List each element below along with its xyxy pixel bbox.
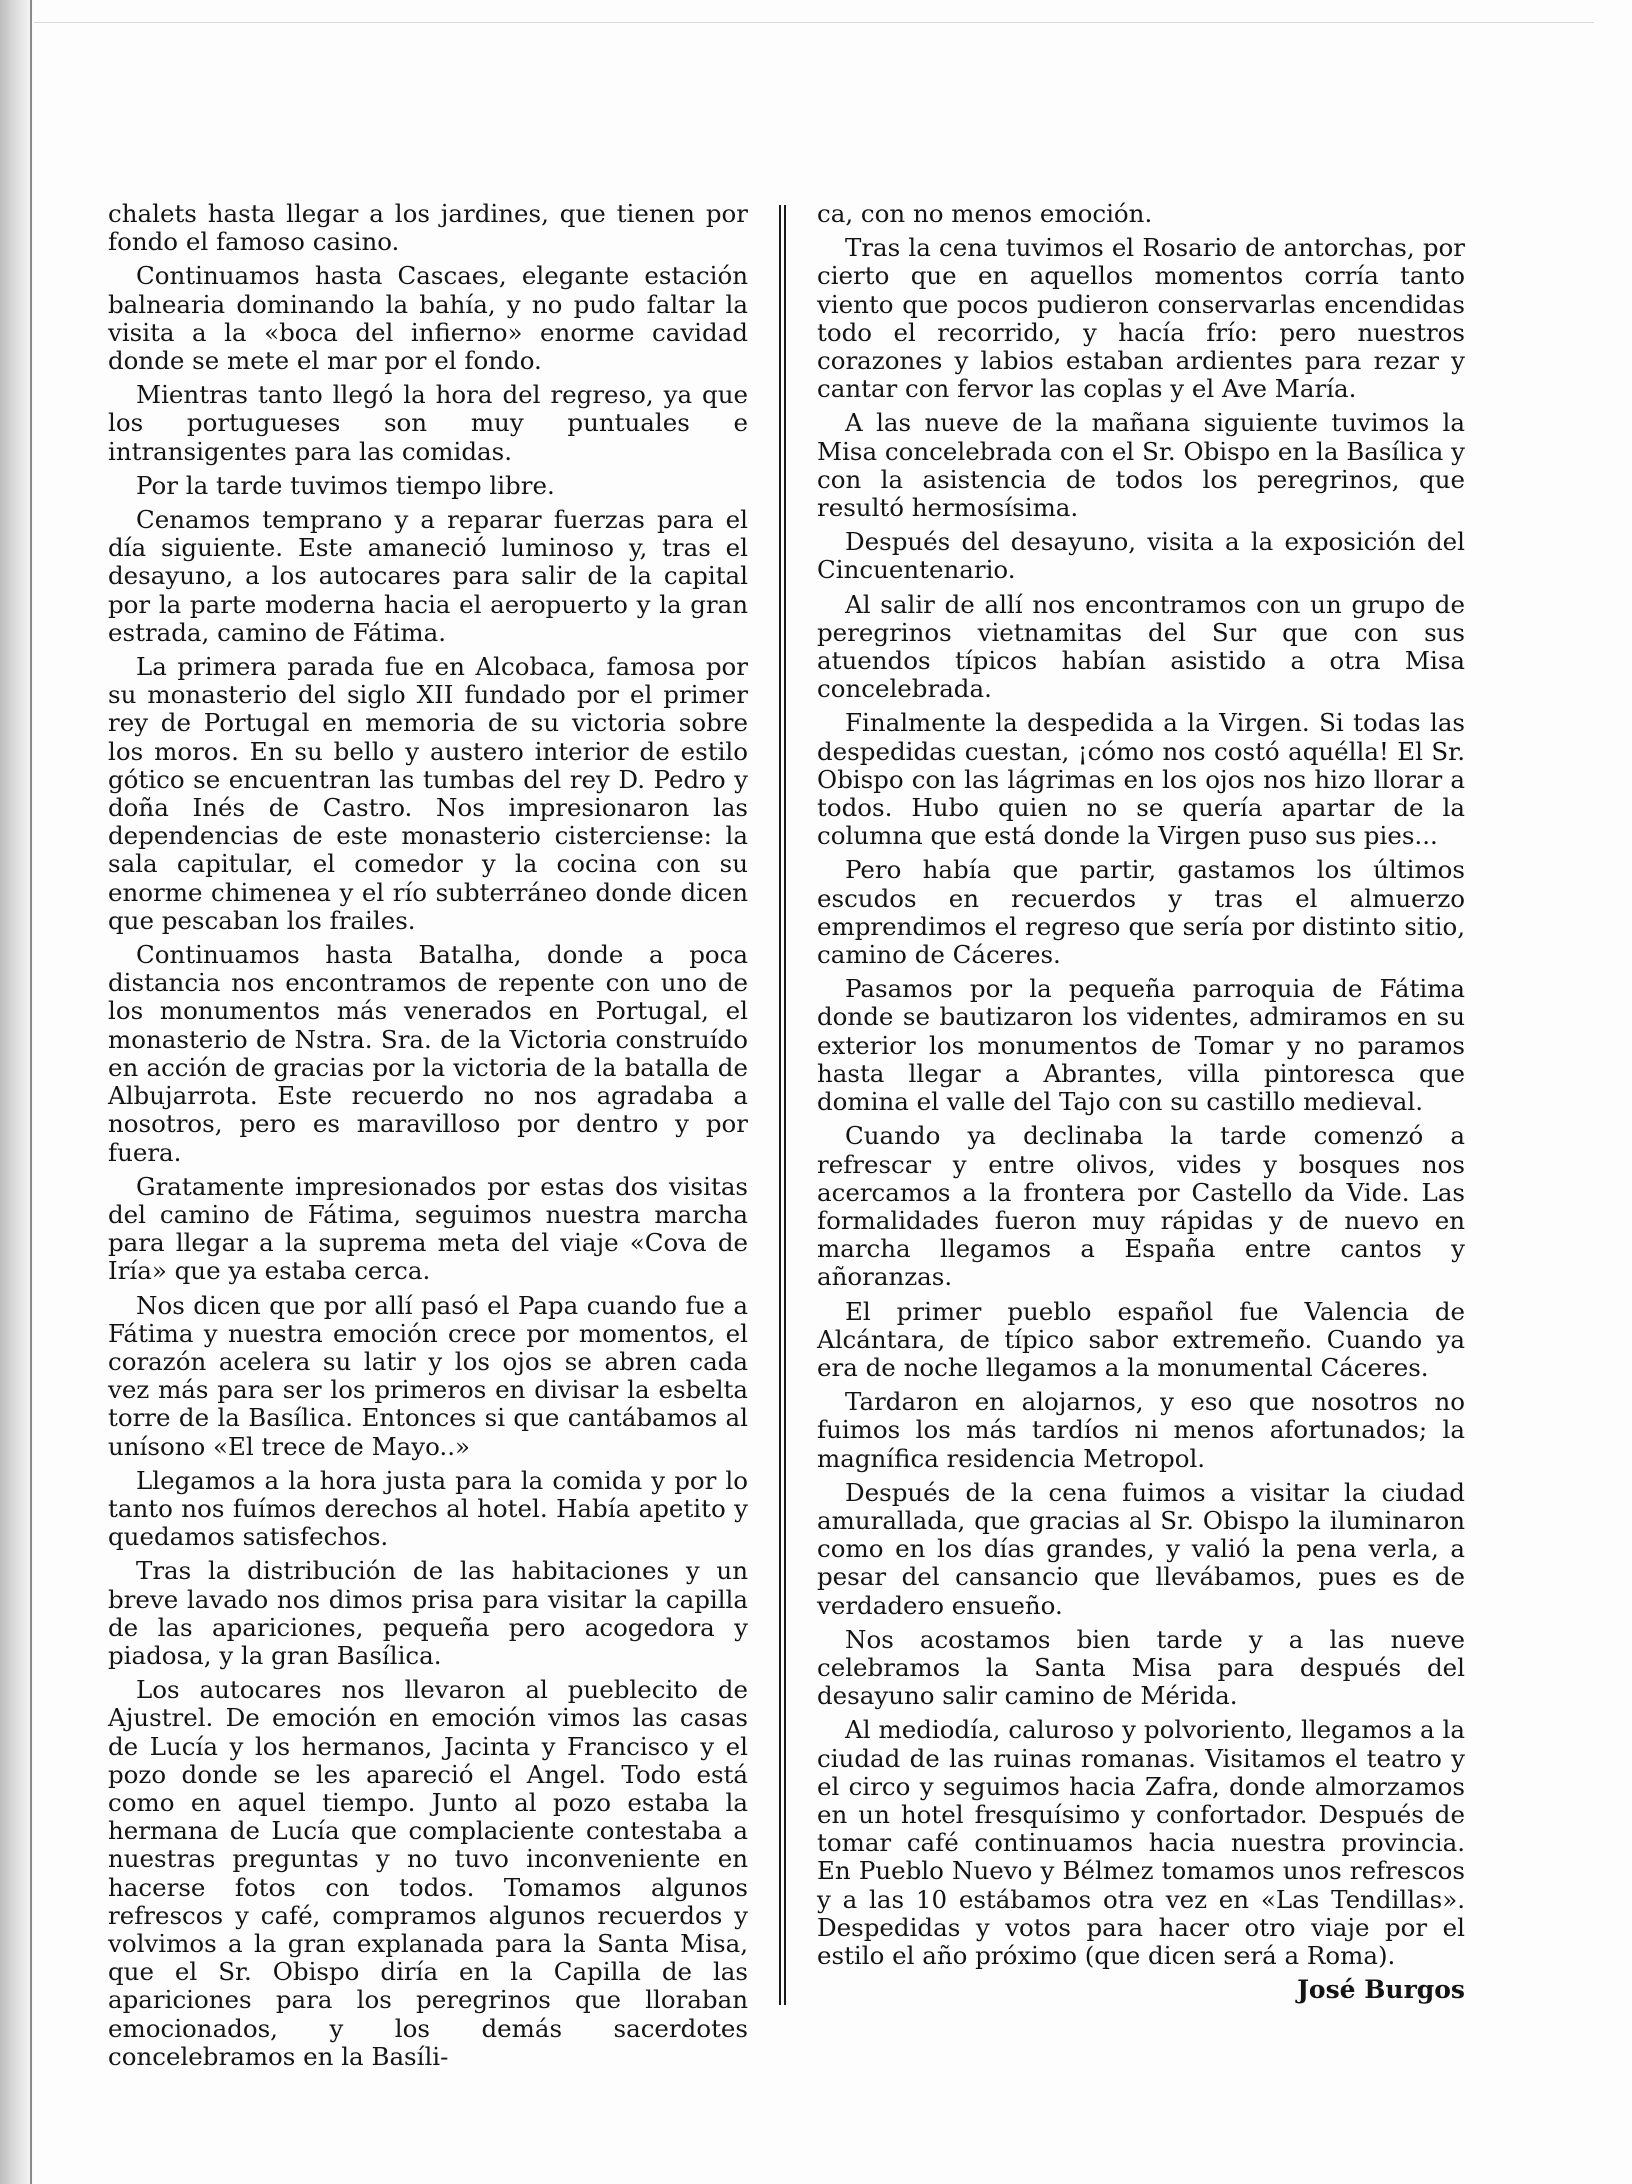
paragraph: Nos acostamos bien tarde y a las nueve celebramos la Santa Misa para después del desayuno salir camino de Mérida. — [817, 1624, 1465, 1711]
paragraph: Cenamos temprano y a reparar fuerzas para el día siguiente. Este amaneció luminoso y, tras el desayuno, a los autocares para salir de la capital por la parte moderna hacia el aeropuerto y la gran estrada, camino de Fátima. — [108, 505, 748, 647]
right-text-column — [817, 200, 1465, 2010]
paragraph: Tras la cena tuvimos el Rosario de antorchas, por cierto que en aquellos momentos corría tanto viento que pocos pudieron conservarlas encendidas todo el recorrido, y hacía frío: pero nuestros corazones y labios estaban ardientes para rezar y cantar con fervor las coplas y el Ave María. — [817, 233, 1465, 404]
paragraph: Por la tarde tuvimos tiempo libre. — [136, 470, 555, 500]
column-divider — [779, 205, 786, 2005]
paragraph: Tras la distribución de las habitaciones y un breve lavado nos dimos prisa para visitar la capilla de las apariciones, pequeña pero acogedora y piadosa, y la gran Basílica. — [108, 1556, 748, 1670]
paragraph: Mientras tanto llegó la hora del regreso, ya que los portugueses son muy puntuales e intransigentes para las comidas. — [108, 380, 748, 466]
paragraph: Nos dicen que por allí pasó el Papa cuando fue a Fátima y nuestra emoción crece por momentos, el corazón acelera su latir y los ojos se abren cada vez más para ser los primeros en divisar la esbelta torre de la Basílica. Entonces si que cantábamos al unísono «El trece de Mayo..» — [108, 1290, 748, 1461]
paragraph: Gratamente impresionados por estas dos visitas del camino de Fátima, seguimos nuestra marcha para llegar a la suprema meta del viaje «Cova de Iría» que ya estaba cerca. — [108, 1171, 748, 1286]
paragraph: Los autocares nos llevaron al pueblecito de Ajustrel. De emoción en emoción vimos las casas de Lucía y los hermanos, Jacinta y Francisco y el pozo donde se les apareció el Angel. Todo está como en aquel tiempo. Junto al pozo estaba la hermana de Lucía que complaciente contestaba a nuestras preguntas y no tuvo inconveniente en hacerse fotos con todos. Tomamos algunos refrescos y café, compramos algunos recuerdos y volvimos a la gran explanada para la Santa Misa, que el Sr. Obispo diría en la Capilla de las apariciones para los peregrinos que lloraban emocionados, y los demás sacerdotes concelebramos en la Basíli- — [108, 1675, 748, 2071]
paragraph: Llegamos a la hora justa para la comida y por lo tanto nos fuímos derechos al hotel. Había apetito y quedamos satisfechos. — [108, 1465, 748, 1552]
paragraph: Continuamos hasta Batalha, donde a poca distancia nos encontramos de repente con uno de los monumentos más venerados en Portugal, el monasterio de Nstra. Sra. de la Victoria construído en acción de gracias por la victoria de la batalla de Albujarrota. Este recuerdo no nos agradaba a nosotros, pero es maravilloso por dentro y por fuera. — [108, 940, 748, 1167]
left-text-column — [108, 200, 748, 2077]
paragraph: Pasamos por la pequeña parroquia de Fátima donde se bautizaron los videntes, admiramos en su exterior los monumentos de Tomar y no paramos hasta llegar a Abrantes, villa pintoresca que domina el valle del Tajo con su castillo medieval. — [817, 974, 1465, 1117]
spine-edge — [30, 0, 32, 2184]
paragraph: El primer pueblo español fue Valencia de Alcántara, de típico sabor extremeño. Cuando ya era de noche llegamos a la monumental Cáceres. — [817, 1296, 1465, 1382]
paragraph: Tardaron en alojarnos, y eso que nosotros no fuimos los más tardíos ni menos afortunados; la magnífica residencia Metropol. — [817, 1387, 1465, 1473]
author-signature: José Burgos — [1297, 1975, 1465, 2005]
paragraph: Al salir de allí nos encontramos con un grupo de peregrinos vietnamitas del Sur que con sus atuendos típicos habían asistido a otra Misa concelebrada. — [817, 589, 1465, 704]
paragraph: chalets hasta llegar a los jardines, que tienen por fondo el famoso casino. — [108, 199, 748, 257]
paragraph: La primera parada fue en Alcobaca, famosa por su monasterio del siglo XII fundado por el primer rey de Portugal en memoria de su victoria sobre los moros. En su bello y austero interior de estilo gótico se encuentran las tumbas del rey D. Pedro y doña Inés de Castro. Nos impresionaron las dependencias de este monasterio cisterciense: la sala capitular, el comedor y la cocina con su enorme chimenea y el río subterráneo donde dicen que pescaban los frailes. — [108, 652, 748, 935]
paragraph: Finalmente la despedida a la Virgen. Si todas las despedidas cuestan, ¡cómo nos costó aquélla! El Sr. Obispo con las lágrimas en los ojos nos hizo llorar a todos. Hubo quien no se quería apartar de la columna que está donde la Virgen puso sus pies... — [817, 708, 1465, 851]
paragraph: ca, con no menos emoción. — [817, 199, 1153, 228]
paragraph: Cuando ya declinaba la tarde comenzó a refrescar y entre olivos, vides y bosques nos acercamos a la frontera por Castello da Vide. Las formalidades fueron muy rápidas y de nuevo en marcha llegamos a España entre cantos y añoranzas. — [817, 1121, 1465, 1292]
paragraph: Al mediodía, caluroso y polvoriento, llegamos a la ciudad de las ruinas romanas. Visitamos el teatro y el circo y seguimos hacia Zafra, donde almorzamos en un hotel fresquísimo y confortador. Después de tomar café continuamos hacia nuestra provincia. En Pueblo Nuevo y Bélmez tomamos unos refrescos y a las 10 estábamos otra vez en «Las Tendillas». Despedidas y votos para hacer otro viaje por el estilo el año próximo (que dicen será a Roma). — [817, 1715, 1465, 1970]
paragraph: Después del desayuno, visita a la exposición del Cincuentenario. — [817, 527, 1465, 585]
paragraph: Pero había que partir, gastamos los últimos escudos en recuerdos y tras el almuerzo emprendimos el regreso que sería por distinto sitio, camino de Cáceres. — [817, 855, 1465, 970]
paragraph: Continuamos hasta Cascaes, elegante estación balnearia dominando la bahía, y no pudo faltar la visita a la «boca del infierno» enorme cavidad donde se mete el mar por el fondo. — [108, 261, 748, 376]
book-spine-shadow — [0, 0, 34, 2184]
paragraph: Después de la cena fuimos a visitar la ciudad amurallada, que gracias al Sr. Obispo la iluminaron como en los días grandes, y valió la pena verla, a pesar del cansancio que llevábamos, pues es de verdadero ensueño. — [817, 1477, 1465, 1620]
page-top-edge — [34, 22, 1594, 23]
paragraph: A las nueve de la mañana siguiente tuvimos la Misa concelebrada con el Sr. Obispo en la Basílica y con la asistencia de todos los peregrinos, que resultó hermosísima. — [817, 408, 1465, 523]
